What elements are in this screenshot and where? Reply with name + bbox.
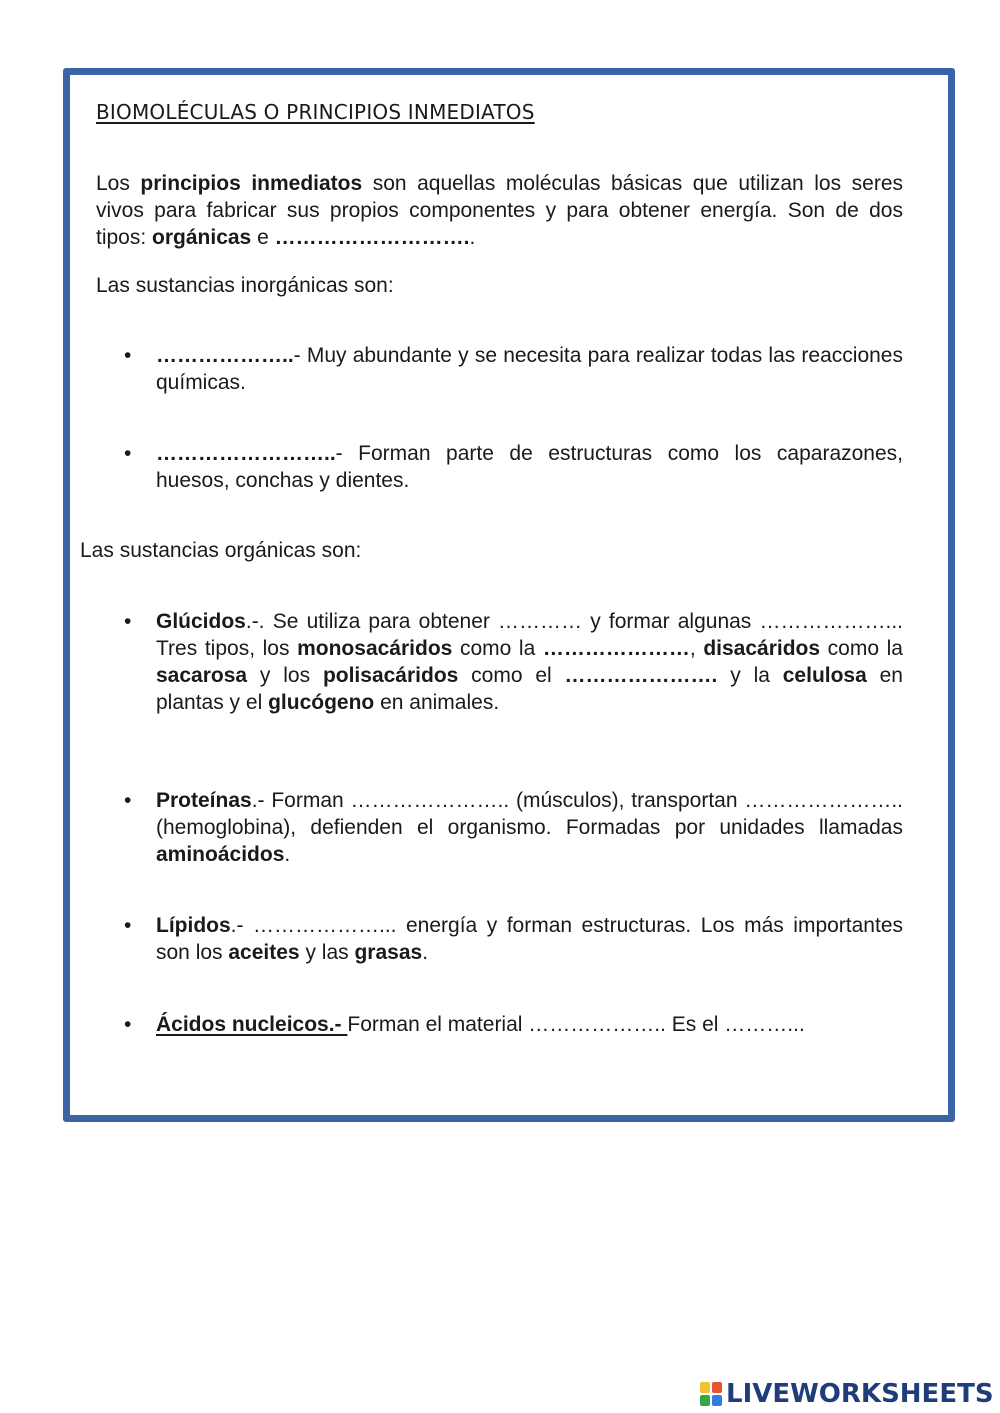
blank-almidon[interactable]: …………………. [564,664,718,687]
bullet-icon: • [124,344,132,367]
blank-glucosa[interactable]: ………………… [542,637,690,660]
blank-agua[interactable]: ……………….. [156,344,294,367]
list-item-lipidos: • Lípidos.- ………………... energía y forman estructuras. Los más importantes son los aceites y las grasas. [124,914,903,964]
list-item-sales-minerales: • ……………………..- Forman parte de estructuras como los caparazones, huesos, conchas y dientes. [124,442,903,492]
blanks-lipidos[interactable]: .- ………………... energía y forman estructuras. Los más importantes son los [156,914,903,964]
organic-heading: Las sustancias orgánicas son: [80,539,362,562]
liveworksheets-logo [700,1378,994,1410]
list-item-agua: • ………………..- Muy abundante y se necesita para realizar todas las reacciones químicas. [124,344,903,394]
blank-sales-minerales[interactable]: …………………….. [156,442,336,465]
inorganic-heading: Las sustancias inorgánicas son: [96,274,394,297]
bullet-icon: • [124,610,132,633]
bullet-icon: • [124,789,132,812]
page-title: BIOMOLÉCULAS O PRINCIPIOS INMEDIATOS [96,100,535,124]
bullet-icon: • [124,1013,132,1036]
blanks-glucidos-1[interactable]: .-. Se utiliza para obtener ………… y formar algunas ………………... Tres tipos, los [156,610,903,660]
blank-inorganicas[interactable]: ………………………. [274,226,470,249]
bullet-icon: • [124,442,132,465]
blanks-proteinas[interactable]: .- Forman ………………….. (músculos), transportan ………………….. (hemoglobina), defienden el organismo. Formadas por unidades llamadas [156,789,903,839]
list-item-proteinas: • Proteínas.- Forman ………………….. (músculos), transportan ………………….. (hemoglobina), defienden el organismo. Formadas por unidades llamadas aminoácidos. [124,789,903,866]
list-item-glucidos: • Glúcidos.-. Se utiliza para obtener ………… y formar algunas ………………... Tres tipos, los monosacáridos como la …………………, disacáridos como la sacarosa y los polisacáridos como el …………………. y la celulosa en plantas y el glucógeno en animales. [124,610,903,714]
intro-paragraph: Los principios inmediatos son aquellas moléculas básicas que utilizan los seres vivos para fabricar sus propios componentes y para obtener energía. Son de dos tipos: orgánicas e ……………………….. [96,172,903,249]
logo-text: LIVEWORKSHEETS [726,1379,994,1409]
bullet-icon: • [124,914,132,937]
blanks-acidos[interactable]: Forman el material ……………….. Es el ………... [347,1013,805,1036]
list-item-acidos-nucleicos: • Ácidos nucleicos.- Forman el material ……………….. Es el ………... [124,1013,805,1036]
liveworksheets-logo-icon [700,1382,722,1406]
